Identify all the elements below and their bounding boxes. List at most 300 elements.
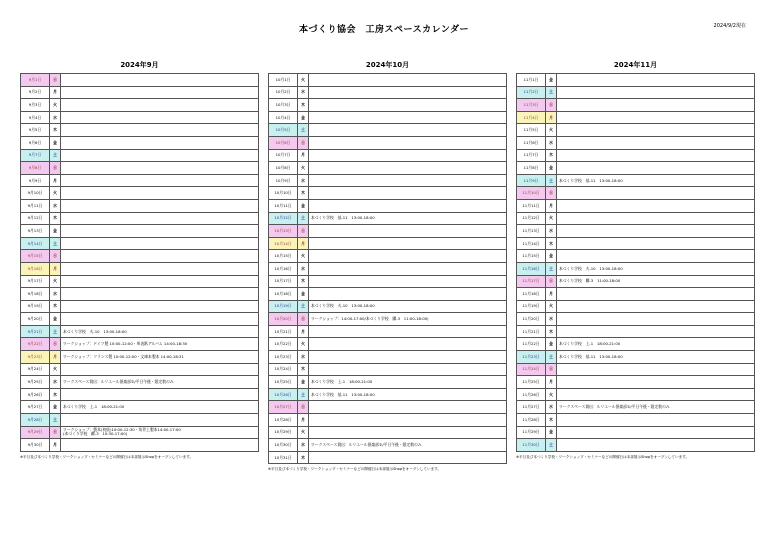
calendar-row	[21, 313, 259, 326]
weekday-cell: 日	[50, 426, 61, 439]
date-cell: 10月12日	[269, 212, 298, 225]
calendar-row	[517, 250, 755, 263]
event-cell	[61, 414, 259, 427]
date-cell: 11月20日	[517, 313, 546, 326]
date-cell: 11月17日	[517, 275, 546, 288]
date-cell: 10月18日	[269, 288, 298, 301]
event-cell	[61, 313, 259, 326]
weekday-cell: 日	[298, 136, 309, 149]
date-cell: 10月15日	[269, 250, 298, 263]
date-cell: 9月13日	[21, 225, 50, 238]
weekday-cell: 土	[298, 212, 309, 225]
calendar-row	[21, 262, 259, 275]
weekday-cell: 水	[50, 376, 61, 389]
calendar-table	[516, 73, 755, 452]
weekday-cell: 水	[50, 288, 61, 301]
month-october	[268, 60, 507, 472]
date-cell: 11月15日	[517, 250, 546, 263]
date-cell: 11月19日	[517, 300, 546, 313]
date-cell: 11月5日	[517, 124, 546, 137]
calendar-row	[517, 187, 755, 200]
date-cell: 11月2日	[517, 86, 546, 99]
event-text: 本づくり学校 基-11 13:00-18:00	[311, 391, 375, 397]
date-cell: 9月27日	[21, 401, 50, 414]
weekday-cell: 金	[298, 376, 309, 389]
date-cell: 9月28日	[21, 414, 50, 427]
event-cell	[61, 212, 259, 225]
calendar-row	[269, 199, 507, 212]
weekday-cell: 日	[50, 162, 61, 175]
event-cell	[61, 288, 259, 301]
event-cell	[309, 212, 507, 225]
calendar-row	[517, 363, 755, 376]
event-cell	[309, 187, 507, 200]
calendar-row	[517, 351, 755, 364]
date-cell: 9月23日	[21, 351, 50, 364]
weekday-cell: 月	[298, 149, 309, 162]
event-text: ワークショップ：14:00-17:00/本づくり学校 躍-3 11:00-18:00)	[311, 316, 429, 322]
calendar-row	[269, 124, 507, 137]
weekday-cell: 木	[298, 99, 309, 112]
date-cell: 11月1日	[517, 74, 546, 87]
date-cell: 11月3日	[517, 99, 546, 112]
event-cell	[309, 136, 507, 149]
weekday-cell: 木	[546, 149, 557, 162]
event-cell	[557, 300, 755, 313]
weekday-cell: 日	[298, 313, 309, 326]
event-text: 本づくり学校 上-1 18:00-21:00	[311, 379, 373, 385]
weekday-cell: 日	[50, 338, 61, 351]
calendar-row	[269, 351, 507, 364]
weekday-cell: 土	[50, 149, 61, 162]
event-cell	[61, 351, 259, 364]
weekday-cell: 木	[546, 237, 557, 250]
date-cell: 9月15日	[21, 250, 50, 263]
calendar-row	[21, 111, 259, 124]
event-cell	[309, 225, 507, 238]
weekday-cell: 土	[298, 300, 309, 313]
event-text-secondary: (本づくり学校 躍-3 10:30-17:00)	[63, 431, 128, 437]
calendar-row	[21, 401, 259, 414]
calendar-row	[517, 275, 755, 288]
event-text: ワークショップ：ドイツ製 10:00-12:00・革表紙アルバム 14:00-18:30	[63, 341, 188, 347]
event-cell	[61, 262, 259, 275]
event-cell	[309, 199, 507, 212]
date-cell: 9月17日	[21, 275, 50, 288]
event-cell	[61, 250, 259, 263]
event-cell	[557, 111, 755, 124]
calendar-row	[517, 414, 755, 427]
calendar-row	[269, 187, 507, 200]
event-cell	[557, 351, 755, 364]
calendar-row	[21, 86, 259, 99]
event-cell	[557, 162, 755, 175]
calendar-row	[21, 124, 259, 137]
month-september	[20, 60, 259, 460]
event-cell	[557, 388, 755, 401]
weekday-cell: 金	[50, 401, 61, 414]
event-cell	[61, 426, 259, 439]
event-cell	[309, 351, 507, 364]
calendar-row	[269, 136, 507, 149]
event-cell	[309, 149, 507, 162]
event-text: ワークショップ：製本(初級)10:00-12:30・角背上製本14:00-17:00	[63, 427, 181, 433]
date-cell: 9月10日	[21, 187, 50, 200]
date-cell: 9月26日	[21, 388, 50, 401]
event-text: 本づくり学校 火-10 13:00-18:00	[311, 303, 375, 309]
weekday-cell: 火	[50, 275, 61, 288]
calendar-row	[21, 351, 259, 364]
calendar-row	[21, 439, 259, 452]
weekday-cell: 木	[298, 451, 309, 464]
event-text: ワークスペース貸出：ルリユール倶楽部②/平日午後・限定数のみ	[63, 379, 174, 385]
event-text: 本づくり学校 基-11 13:00-18:00	[559, 177, 623, 183]
calendar-row	[21, 174, 259, 187]
event-text: 本づくり学校 基-11 13:00-18:00	[311, 215, 375, 221]
date-cell: 9月9日	[21, 174, 50, 187]
event-cell	[309, 124, 507, 137]
event-cell	[557, 338, 755, 351]
event-cell	[61, 388, 259, 401]
weekday-cell: 月	[546, 199, 557, 212]
event-cell	[309, 275, 507, 288]
date-cell: 10月23日	[269, 351, 298, 364]
month-title: 2024年9月	[120, 61, 159, 69]
event-cell	[309, 426, 507, 439]
calendar-row	[517, 338, 755, 351]
date-cell: 10月28日	[269, 414, 298, 427]
calendar-table	[20, 73, 259, 452]
date-cell: 10月14日	[269, 237, 298, 250]
event-text: ワークスペース貸出：ルリユール倶楽部②/平日午後・限定数のみ	[559, 404, 670, 410]
date-cell: 11月28日	[517, 414, 546, 427]
calendar-row	[269, 212, 507, 225]
event-cell	[61, 439, 259, 452]
weekday-cell: 月	[546, 288, 557, 301]
weekday-cell: 金	[50, 313, 61, 326]
event-cell	[309, 237, 507, 250]
weekday-cell: 火	[298, 162, 309, 175]
date-cell: 11月11日	[517, 199, 546, 212]
weekday-cell: 水	[50, 111, 61, 124]
event-cell	[309, 363, 507, 376]
event-cell	[309, 250, 507, 263]
calendar-row	[517, 388, 755, 401]
event-cell	[61, 300, 259, 313]
date-cell: 10月21日	[269, 325, 298, 338]
event-cell	[309, 262, 507, 275]
calendar-row	[269, 262, 507, 275]
weekday-cell: 火	[546, 300, 557, 313]
calendar-row	[269, 174, 507, 187]
event-cell	[557, 275, 755, 288]
date-cell: 11月14日	[517, 237, 546, 250]
calendar-row	[517, 199, 755, 212]
calendar-row	[269, 237, 507, 250]
as-of-date: 2024/9/2現在	[713, 23, 746, 29]
date-cell: 9月7日	[21, 149, 50, 162]
weekday-cell: 火	[298, 426, 309, 439]
date-cell: 11月7日	[517, 149, 546, 162]
event-cell	[557, 401, 755, 414]
weekday-cell: 水	[546, 225, 557, 238]
date-cell: 9月29日	[21, 426, 50, 439]
event-cell	[309, 288, 507, 301]
weekday-cell: 火	[50, 363, 61, 376]
calendar-row	[21, 162, 259, 175]
weekday-cell: 火	[298, 250, 309, 263]
event-cell	[309, 74, 507, 87]
weekday-cell: 木	[546, 414, 557, 427]
event-cell	[557, 225, 755, 238]
calendar-row	[21, 187, 259, 200]
event-cell	[557, 187, 755, 200]
date-cell: 10月1日	[269, 74, 298, 87]
date-cell: 9月12日	[21, 212, 50, 225]
date-cell: 10月4日	[269, 111, 298, 124]
calendar-row	[517, 237, 755, 250]
calendar-row	[269, 388, 507, 401]
event-cell	[557, 99, 755, 112]
weekday-cell: 月	[50, 262, 61, 275]
weekday-cell: 水	[298, 174, 309, 187]
footnote: ※平日及び本づくり学校・ワークショップ・セミナーなどの開催日は本部展示Shopをオープンしています。	[268, 467, 442, 472]
date-cell: 9月24日	[21, 363, 50, 376]
calendar-row	[21, 288, 259, 301]
weekday-cell: 日	[546, 187, 557, 200]
event-cell	[557, 199, 755, 212]
weekday-cell: 土	[546, 86, 557, 99]
event-cell	[61, 338, 259, 351]
weekday-cell: 火	[50, 187, 61, 200]
date-cell: 11月12日	[517, 212, 546, 225]
date-cell: 10月2日	[269, 86, 298, 99]
weekday-cell: 月	[50, 174, 61, 187]
calendar-row	[269, 426, 507, 439]
event-cell	[309, 99, 507, 112]
event-cell	[557, 262, 755, 275]
date-cell: 9月14日	[21, 237, 50, 250]
date-cell: 11月10日	[517, 187, 546, 200]
date-cell: 10月7日	[269, 149, 298, 162]
date-cell: 9月25日	[21, 376, 50, 389]
date-cell: 11月13日	[517, 225, 546, 238]
calendar-row	[517, 288, 755, 301]
date-cell: 9月20日	[21, 313, 50, 326]
weekday-cell: 火	[298, 74, 309, 87]
calendar-row	[21, 426, 259, 439]
weekday-cell: 金	[298, 288, 309, 301]
weekday-cell: 水	[50, 199, 61, 212]
event-text: 本づくり学校 火-10 13:00-18:00	[559, 265, 623, 271]
calendar-row	[517, 124, 755, 137]
date-cell: 10月3日	[269, 99, 298, 112]
weekday-cell: 金	[546, 426, 557, 439]
date-cell: 11月25日	[517, 376, 546, 389]
weekday-cell: 水	[546, 313, 557, 326]
event-cell	[557, 212, 755, 225]
date-cell: 11月23日	[517, 351, 546, 364]
date-cell: 9月1日	[21, 74, 50, 87]
calendar-row	[21, 338, 259, 351]
calendar-row	[269, 288, 507, 301]
calendar-row	[269, 325, 507, 338]
calendar-row	[269, 439, 507, 452]
calendar-row	[21, 212, 259, 225]
date-cell: 9月16日	[21, 262, 50, 275]
date-cell: 9月6日	[21, 136, 50, 149]
event-cell	[309, 414, 507, 427]
event-cell	[557, 426, 755, 439]
calendar-row	[517, 313, 755, 326]
event-cell	[557, 439, 755, 452]
calendar-row	[269, 225, 507, 238]
event-cell	[309, 376, 507, 389]
calendar-row	[21, 388, 259, 401]
event-cell	[61, 74, 259, 87]
calendar-row	[21, 300, 259, 313]
date-cell: 9月30日	[21, 439, 50, 452]
event-cell	[557, 174, 755, 187]
date-cell: 11月16日	[517, 262, 546, 275]
date-cell: 9月22日	[21, 338, 50, 351]
weekday-cell: 土	[546, 174, 557, 187]
date-cell: 10月11日	[269, 199, 298, 212]
weekday-cell: 月	[298, 325, 309, 338]
weekday-cell: 水	[298, 86, 309, 99]
weekday-cell: 日	[546, 363, 557, 376]
calendar-row	[269, 149, 507, 162]
event-cell	[557, 86, 755, 99]
date-cell: 10月5日	[269, 124, 298, 137]
event-cell	[309, 313, 507, 326]
weekday-cell: 木	[546, 325, 557, 338]
date-cell: 10月6日	[269, 136, 298, 149]
date-cell: 10月8日	[269, 162, 298, 175]
weekday-cell: 土	[50, 414, 61, 427]
weekday-cell: 木	[298, 187, 309, 200]
date-cell: 9月4日	[21, 111, 50, 124]
event-cell	[309, 338, 507, 351]
date-cell: 11月24日	[517, 363, 546, 376]
weekday-cell: 木	[298, 275, 309, 288]
event-cell	[309, 439, 507, 452]
event-cell	[61, 86, 259, 99]
calendar-row	[269, 451, 507, 464]
calendar-row	[517, 111, 755, 124]
calendar-row	[21, 136, 259, 149]
event-cell	[557, 149, 755, 162]
calendar-row	[21, 414, 259, 427]
weekday-cell: 日	[546, 275, 557, 288]
weekday-cell: 日	[298, 401, 309, 414]
calendar-row	[517, 439, 755, 452]
event-cell	[309, 162, 507, 175]
event-cell	[309, 86, 507, 99]
event-cell	[309, 111, 507, 124]
date-cell: 11月21日	[517, 325, 546, 338]
weekday-cell: 木	[50, 212, 61, 225]
weekday-cell: 水	[298, 439, 309, 452]
date-cell: 10月26日	[269, 388, 298, 401]
calendar-row	[517, 262, 755, 275]
weekday-cell: 金	[546, 74, 557, 87]
event-text: 本づくり学校 火-10 13:00-18:00	[63, 328, 127, 334]
weekday-cell: 土	[298, 124, 309, 137]
date-cell: 10月17日	[269, 275, 298, 288]
weekday-cell: 月	[546, 376, 557, 389]
weekday-cell: 木	[50, 124, 61, 137]
page-title: 本づくり協会 工房スペースカレンダー	[299, 25, 469, 35]
event-cell	[61, 275, 259, 288]
date-cell: 10月31日	[269, 451, 298, 464]
weekday-cell: 土	[546, 439, 557, 452]
calendar-row	[21, 225, 259, 238]
calendar-row	[517, 149, 755, 162]
date-cell: 10月22日	[269, 338, 298, 351]
calendar-row	[517, 74, 755, 87]
weekday-cell: 日	[50, 74, 61, 87]
weekday-cell: 金	[298, 111, 309, 124]
calendar-row	[269, 162, 507, 175]
event-cell	[61, 401, 259, 414]
event-cell	[61, 124, 259, 137]
calendar-row	[517, 86, 755, 99]
calendar-row	[269, 99, 507, 112]
weekday-cell: 月	[298, 414, 309, 427]
weekday-cell: 月	[298, 237, 309, 250]
date-cell: 9月21日	[21, 325, 50, 338]
event-cell	[61, 187, 259, 200]
month-november	[516, 60, 755, 460]
event-cell	[557, 376, 755, 389]
event-cell	[61, 325, 259, 338]
date-cell: 10月29日	[269, 426, 298, 439]
weekday-cell: 土	[546, 262, 557, 275]
month-title: 2024年11月	[613, 61, 658, 69]
weekday-cell: 水	[298, 262, 309, 275]
calendar-row	[21, 74, 259, 87]
date-cell: 11月22日	[517, 338, 546, 351]
calendar-row	[21, 99, 259, 112]
date-cell: 10月19日	[269, 300, 298, 313]
date-cell: 11月30日	[517, 439, 546, 452]
calendar-row	[269, 363, 507, 376]
month-title: 2024年10月	[365, 61, 410, 69]
event-cell	[557, 124, 755, 137]
calendar-row	[269, 74, 507, 87]
calendar-row	[21, 149, 259, 162]
event-cell	[309, 174, 507, 187]
calendar-row	[269, 300, 507, 313]
calendar-row	[269, 111, 507, 124]
date-cell: 11月6日	[517, 136, 546, 149]
weekday-cell: 火	[546, 124, 557, 137]
weekday-cell: 月	[50, 86, 61, 99]
event-cell	[309, 388, 507, 401]
date-cell: 10月16日	[269, 262, 298, 275]
date-cell: 9月2日	[21, 86, 50, 99]
calendar-row	[269, 376, 507, 389]
event-cell	[61, 136, 259, 149]
event-cell	[309, 451, 507, 464]
event-text: ワークスペース貸出：ルリユール倶楽部②/平日午後・限定数のみ	[311, 442, 422, 448]
calendar-row	[517, 162, 755, 175]
calendar-row	[269, 275, 507, 288]
weekday-cell: 火	[546, 388, 557, 401]
weekday-cell: 土	[50, 325, 61, 338]
event-cell	[557, 237, 755, 250]
